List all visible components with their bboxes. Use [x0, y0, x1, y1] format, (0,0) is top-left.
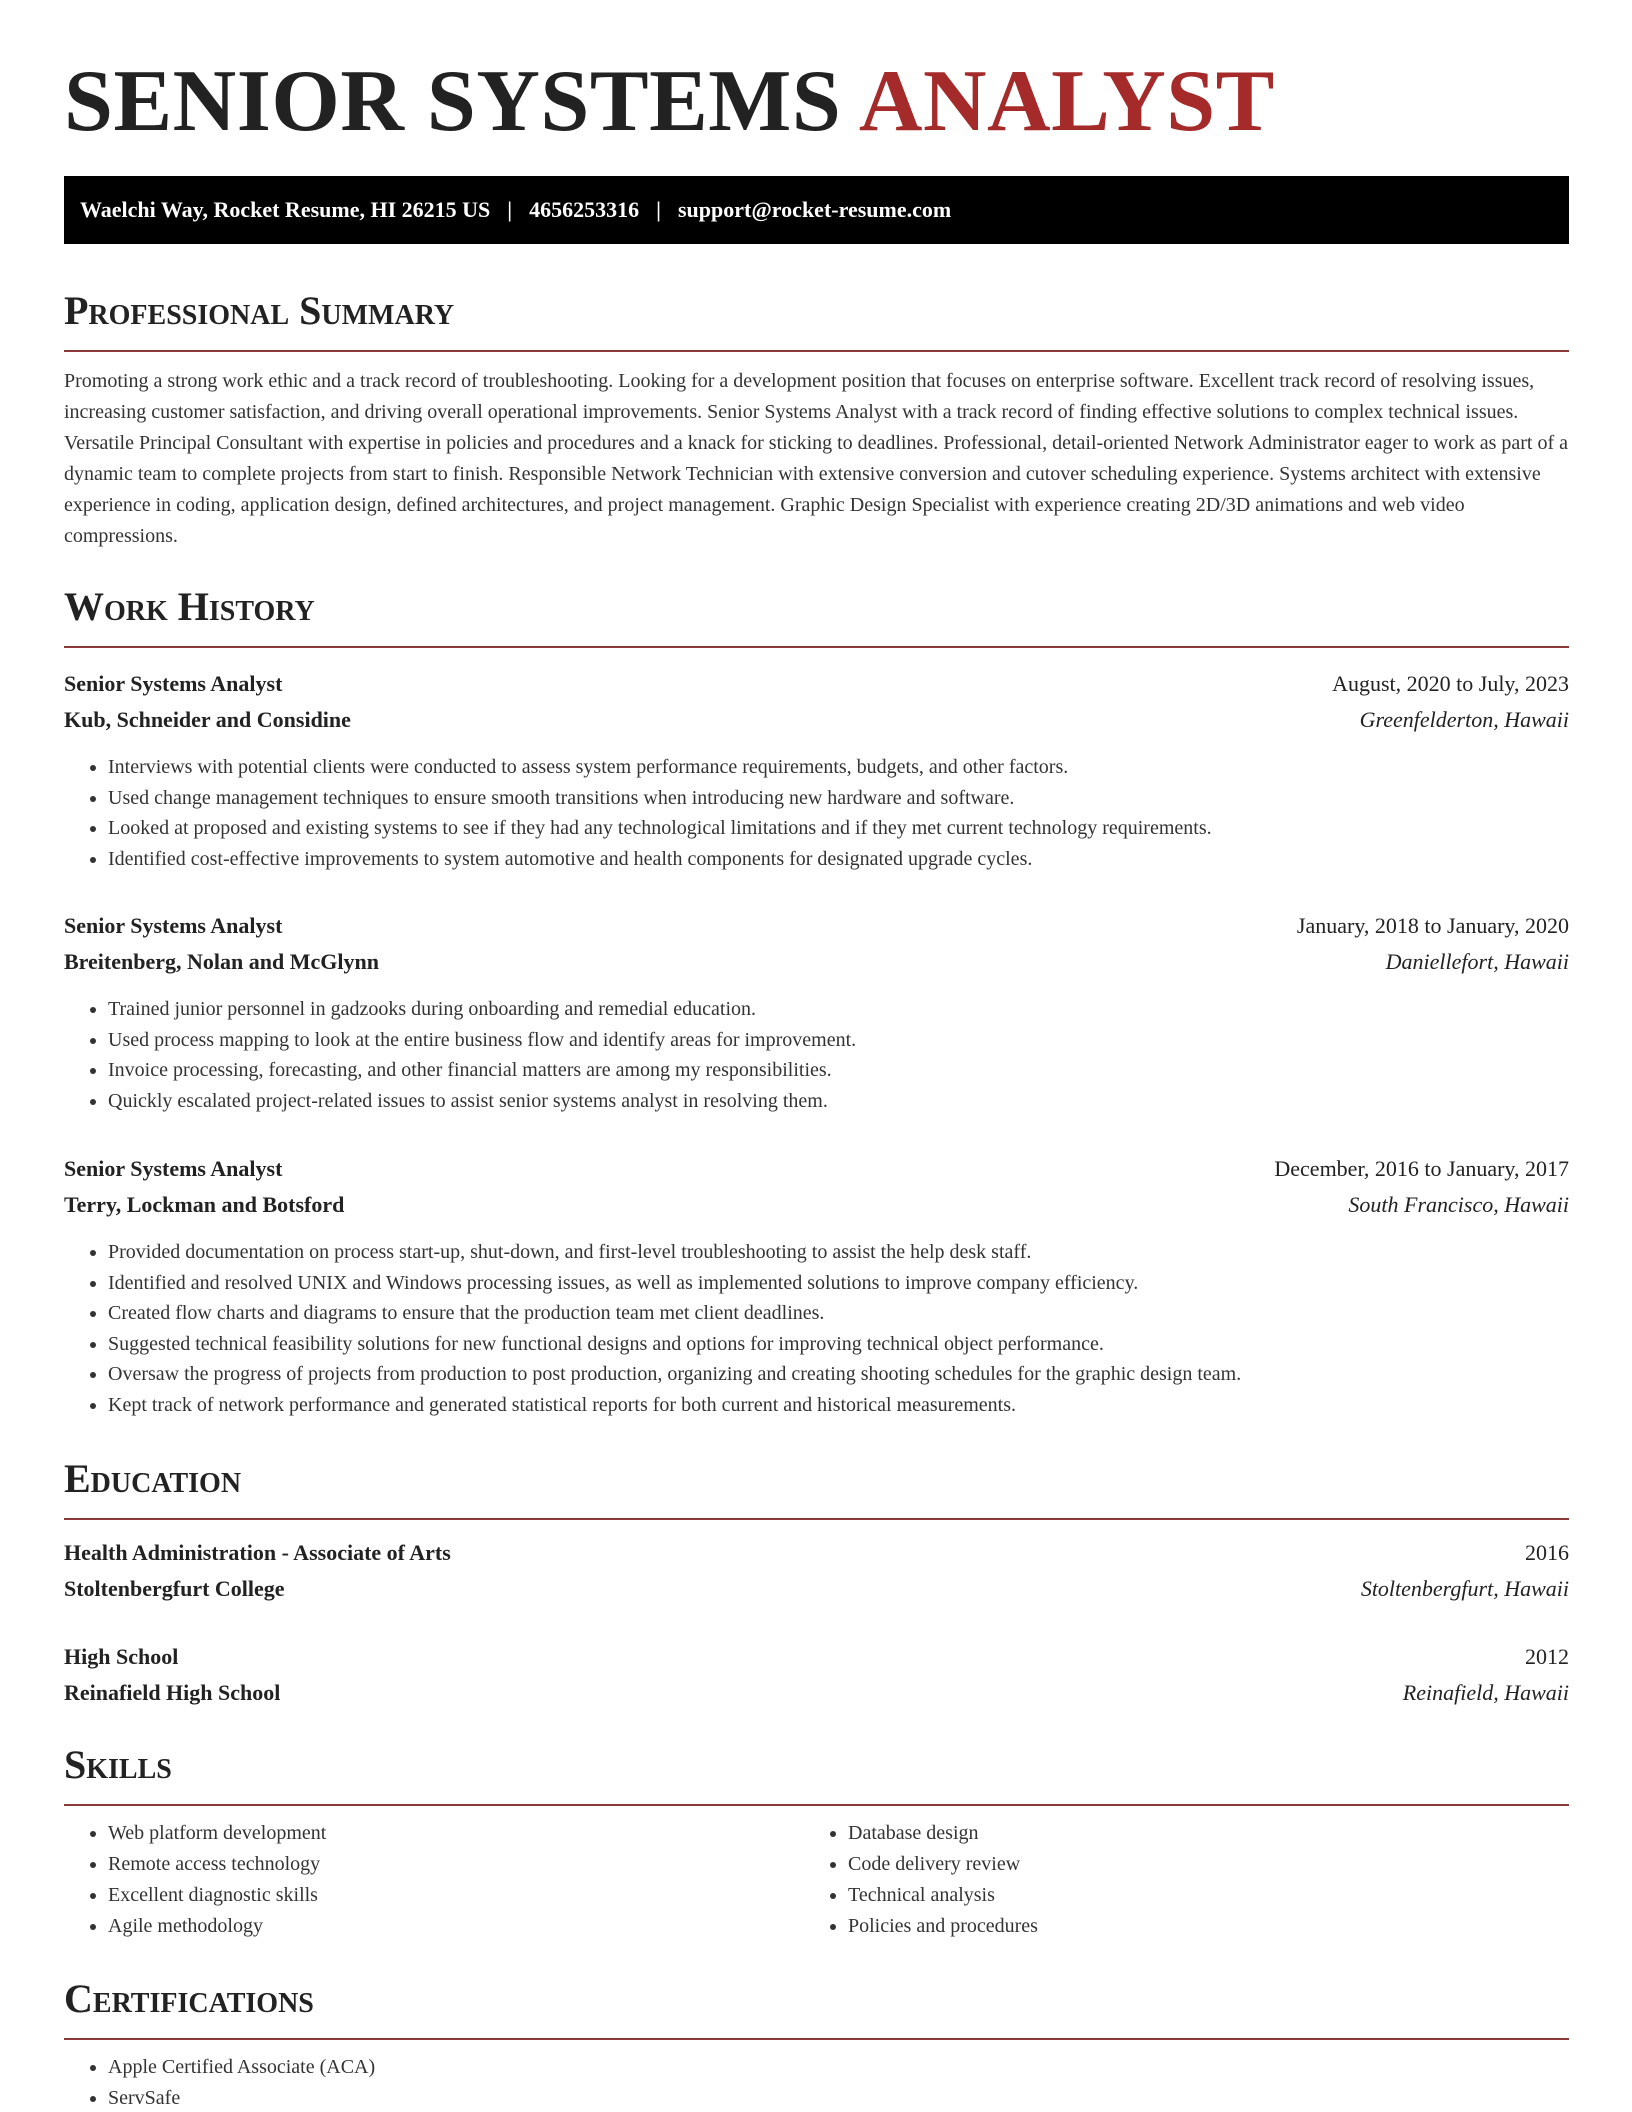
- list-item: • Suggested technical feasibility solutions for new functional designs and options for improving technical object performance.: [108, 1329, 1569, 1360]
- job-title: Senior Systems Analyst: [64, 913, 283, 938]
- list-item: • Database design: [848, 1818, 1544, 1849]
- job-dates: August, 2020 to July, 2023: [1332, 671, 1569, 696]
- job-title: Senior Systems Analyst: [64, 1156, 283, 1181]
- section-heading-work: Work History: [64, 584, 315, 629]
- job-company: Breitenberg, Nolan and McGlynn: [64, 949, 379, 974]
- section-divider: [64, 350, 1569, 352]
- list-item: • Oversaw the progress of projects from production to post production, organizing and creating shooting schedules for the graphic design team.: [108, 1359, 1569, 1390]
- section-divider: [64, 2038, 1569, 2040]
- list-item: • Remote access technology: [108, 1849, 804, 1880]
- summary-text: Promoting a strong work ethic and a track record of troubleshooting. Looking for a development position that focuses on enterprise software. Excellent track record of resolving issues, increasing customer satisfaction, and driving overall operational improvements. Senior Systems Analyst with a track record of finding effective solutions to complex technical issues. Versatile Principal Consultant with expertise in policies and procedures and a knack for sticking to deadlines. Professional, detail-oriented Network Administrator eager to work as part of a dynamic team to complete projects from start to finish. Responsible Network Technician with extensive conversion and cutover scheduling experience. Systems architect with extensive experience in coding, application design, defined architectures, and project management. Graphic Design Specialist with experience creating 2D/3D animations and web video compressions.: [64, 370, 1569, 547]
- list-item: • Policies and procedures: [848, 1911, 1544, 1942]
- section-heading-skills: Skills: [64, 1742, 172, 1787]
- education-year: 2016: [1525, 1540, 1569, 1565]
- section-divider: [64, 646, 1569, 648]
- education-degree: High School: [64, 1644, 179, 1669]
- list-item: • ServSafe: [108, 2083, 1569, 2112]
- list-item: • Kept track of network performance and generated statistical reports for both current and historical measurements.: [108, 1390, 1569, 1421]
- education-entry: [64, 1639, 1569, 1711]
- list-item: • Created flow charts and diagrams to ensure that the production team met client deadlines.: [108, 1298, 1569, 1329]
- section-divider: [64, 1518, 1569, 1520]
- list-item: • Identified and resolved UNIX and Windows processing issues, as well as implemented solutions to improve company efficiency.: [108, 1268, 1569, 1299]
- education-location: Stoltenbergfurt, Hawaii: [1360, 1576, 1569, 1601]
- section-heading-certifications: Certifications: [64, 1976, 314, 2021]
- list-item: • Agile methodology: [108, 1911, 804, 1942]
- contact-email: support@rocket-resume.com: [677, 197, 952, 222]
- section-heading-summary: Professional Summary: [64, 288, 455, 333]
- job-location: Greenfelderton, Hawaii: [1359, 707, 1569, 732]
- contact-separator: |: [656, 197, 661, 222]
- list-item: • Invoice processing, forecasting, and other financial matters are among my responsibilities.: [108, 1055, 1569, 1086]
- education-school: Reinafield High School: [64, 1680, 281, 1705]
- contact-address: Waelchi Way, Rocket Resume, HI 26215 US: [80, 197, 491, 222]
- work-history-section: [64, 582, 1569, 648]
- education-location: Reinafield, Hawaii: [1402, 1680, 1569, 1705]
- list-item: • Trained junior personnel in gadzooks during onboarding and remedial education.: [108, 994, 1569, 1025]
- job-entry: [64, 908, 1569, 1116]
- contact-separator: |: [507, 197, 513, 222]
- education-section: [64, 1454, 1569, 1520]
- job-dates: December, 2016 to January, 2017: [1274, 1156, 1569, 1181]
- list-item: • Looked at proposed and existing systems to see if they had any technological limitations and if they met current technology requirements.: [108, 813, 1569, 844]
- skills-column-right: [804, 1818, 1544, 1942]
- job-bullets: [64, 994, 1569, 1116]
- skills-column-left: [64, 1818, 804, 1942]
- contact-bar: [64, 176, 1569, 244]
- contact-phone: 4656253316: [529, 197, 640, 222]
- summary-section: [64, 286, 1569, 552]
- list-item: • Web platform development: [108, 1818, 804, 1849]
- section-heading-education: Education: [64, 1456, 242, 1501]
- certifications-section: [64, 1974, 1569, 2112]
- job-bullets: [64, 752, 1569, 874]
- education-entry: [64, 1535, 1569, 1607]
- job-entry: [64, 1151, 1569, 1421]
- job-entry: [64, 666, 1569, 874]
- page-title: [64, 52, 1275, 152]
- list-item: • Excellent diagnostic skills: [108, 1880, 804, 1911]
- skills-grid: [64, 1818, 1569, 1942]
- list-item: • Apple Certified Associate (ACA): [108, 2052, 1569, 2083]
- job-company: Terry, Lockman and Botsford: [64, 1192, 345, 1217]
- job-bullets: [64, 1237, 1569, 1421]
- job-company: Kub, Schneider and Considine: [64, 707, 351, 732]
- list-item: • Interviews with potential clients were conducted to assess system performance requirements, budgets, and other factors.: [108, 752, 1569, 783]
- list-item: • Code delivery review: [848, 1849, 1544, 1880]
- section-divider: [64, 1804, 1569, 1806]
- list-item: • Used process mapping to look at the entire business flow and identify areas for improvement.: [108, 1025, 1569, 1056]
- job-location: Daniellefort, Hawaii: [1385, 949, 1569, 974]
- list-item: • Provided documentation on process start-up, shut-down, and first-level troubleshooting to assist the help desk staff.: [108, 1237, 1569, 1268]
- title-main: SENIOR SYSTEMS: [64, 53, 842, 150]
- list-item: • Identified cost-effective improvements to system automotive and health components for designated upgrade cycles.: [108, 844, 1569, 875]
- education-degree: Health Administration - Associate of Arts: [64, 1540, 451, 1565]
- skills-section: [64, 1740, 1569, 1942]
- education-school: Stoltenbergfurt College: [64, 1576, 285, 1601]
- list-item: • Technical analysis: [848, 1880, 1544, 1911]
- list-item: • Quickly escalated project-related issues to assist senior systems analyst in resolving them.: [108, 1086, 1569, 1117]
- job-location: South Francisco, Hawaii: [1348, 1192, 1569, 1217]
- certifications-list: [64, 2052, 1569, 2112]
- list-item: • Used change management techniques to ensure smooth transitions when introducing new hardware and software.: [108, 783, 1569, 814]
- job-dates: January, 2018 to January, 2020: [1296, 913, 1569, 938]
- title-accent: ANALYST: [858, 53, 1275, 150]
- education-year: 2012: [1525, 1644, 1569, 1669]
- job-title: Senior Systems Analyst: [64, 671, 283, 696]
